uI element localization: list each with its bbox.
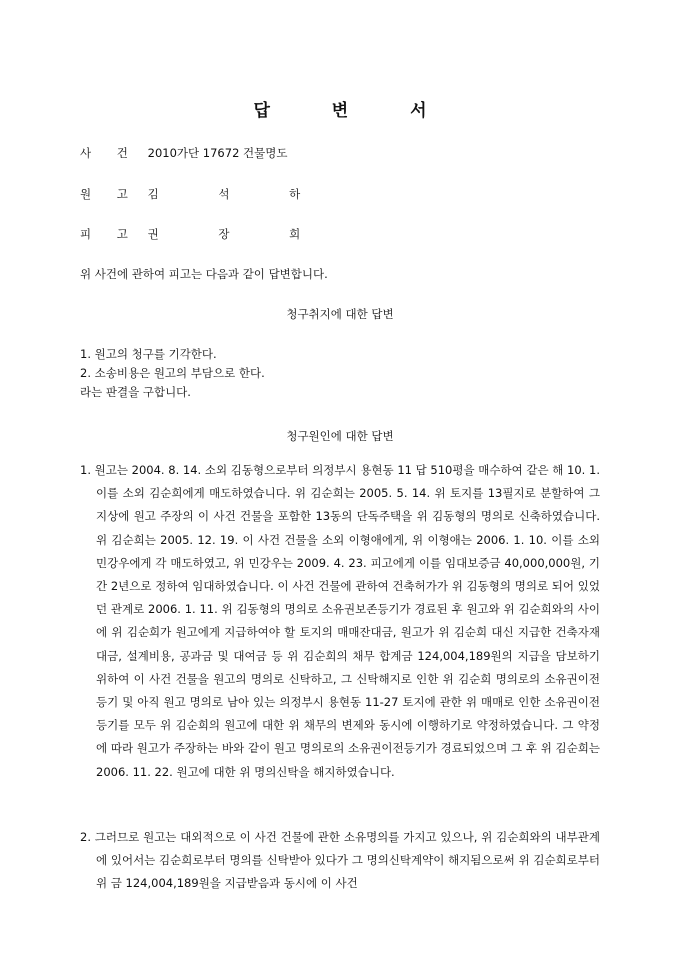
claim-answer-list (80, 345, 620, 402)
paragraph-text: 2. 그러므로 원고는 대외적으로 이 사건 건물에 관한 소유명의를 가지고 있으나, 위 김순희와의 내부관계에 있어서는 김순희로부터 명의를 신탁받아 있다가 그 명의신탁계약이 해지됨으로써 위 김순희로부터 위 금 124,004,189원을 지급받음과 동시에 이 사건 (80, 830, 600, 891)
case-label: 사 건 (80, 146, 139, 160)
paragraph-text: 1. 원고는 2004. 8. 14. 소외 김동형으로부터 의정부시 용현동 11 답 510평을 매수하여 같은 해 10. 1. 이를 소외 김순희에게 매도하였습니다. 위 김순희는 2005. 5. 14. 위 토지를 13필지로 분할하여 그 지상에 원고 주장의 이 사건 건물을 포함한 13동의 단독주택을 위 김동형의 명의로 신축하였습니다. 위 김순희는 2005. 12. 19. 이 사건 건물을 소외 이형애에게, 위 이형애는 2006. 1. 10. 이를 소외 민강우에게 각 매도하였고, 위 민강우는 2009. 4. 23. 피고에게 이를 임대보증금 40,000,000원, 기간 2년으로 정하여 임대하였습니다. 이 사건 건물에 관하여 건축허가가 위 김동형의 명의로 되어 있었던 관계로 2006. 1. 11. 위 김동형의 명의로 소유권보존등기가 경료된 후 원고와 위 김순희와의 사이에 위 김순희가 원고에게 지급하여야 할 토지의 매매잔대금, 원고가 위 김순희 대신 지급한 건축자재대금, 설계비용, 공과금 및 대여금 등 위 김순희의 채무 합계금 124,004,189원의 지급을 담보하기 위하여 이 사건 건물을 원고의 명의로 신탁하고, 그 신탁해지로 인한 위 김순희 명의로의 소유권이전등기 및 아직 원고 명의로 남아 있는 의정부시 용현동 11-27 토지에 관한 위 매매로 인한 소유권이전등기를 모두 위 김순희의 원고에 대한 위 채무의 변제와 동시에 이행하기로 약정하였습니다. 그 약정에 따라 원고가 주장하는 바와 같이 원고 명의로의 소유권이전등기가 경료되었으며 그 후 위 김순희는 2006. 11. 22. 원고에 대한 위 명의신탁을 해지하였습니다. (80, 463, 600, 779)
plaintiff-label: 원 고 (80, 187, 139, 201)
section-heading-cause: 청구원인에 대한 답변 (286, 429, 394, 443)
section-heading-claim: 청구취지에 대한 답변 (286, 307, 394, 321)
list-item: 2. 소송비용은 원고의 부담으로 한다. (80, 366, 265, 380)
defendant-label: 피 고 (80, 227, 139, 241)
cause-paragraph-2 (80, 826, 600, 896)
defendant-line (80, 226, 328, 242)
list-item: 라는 판결을 구합니다. (80, 385, 191, 399)
plaintiff-name: 김 석 하 (147, 187, 329, 201)
intro-text: 위 사건에 관하여 피고는 다음과 같이 답변합니다. (80, 267, 328, 281)
document-title: 답 변 서 (253, 101, 455, 121)
plaintiff-line (80, 186, 328, 202)
defendant-name: 권 장 희 (147, 227, 329, 241)
cause-paragraph-1 (80, 459, 600, 784)
list-item: 1. 원고의 청구를 기각한다. (80, 347, 217, 361)
case-value: 2010가단 17672 건물명도 (147, 146, 288, 160)
case-line (80, 145, 287, 161)
